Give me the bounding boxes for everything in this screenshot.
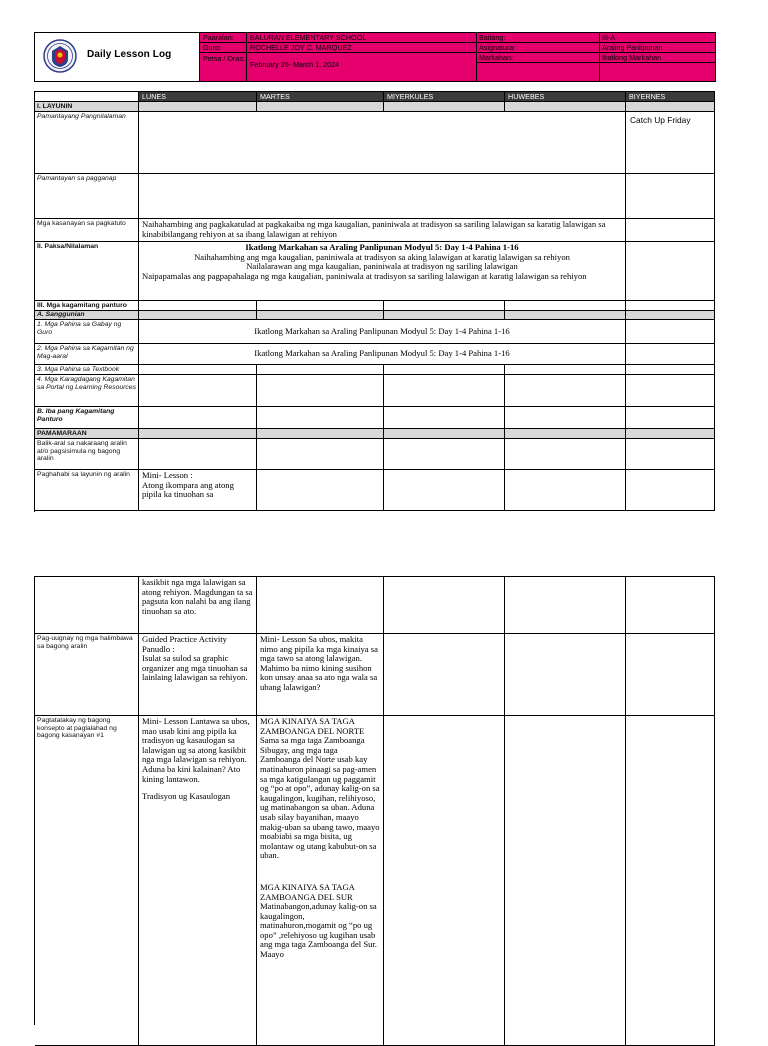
tradisyon-heading: Tradisyon ug Kasaulogan <box>142 791 231 802</box>
table-row <box>35 174 715 219</box>
table-row <box>35 407 715 429</box>
cell <box>257 470 384 511</box>
pamantayan-sa-pagganap-label: Pamantayan sa pagganap <box>35 174 139 219</box>
mini-lesson-martes: Mini- Lesson Sa ubos, makita nimo ang pipila ka mga kinaiya sa mga tawo sa atong lalawigan. Mahimo ba nimo kining susihon kon unsay anaa sa ato nga wala sa ubang lalawigan? <box>257 634 384 716</box>
lesson-table-2 <box>34 576 715 1025</box>
cell <box>257 407 384 429</box>
section-row-pamamaraan <box>35 429 715 439</box>
mini-lesson-lunes: Mini- Lesson Lantawa sa ubos, mao usab kini ang pipila ka tradisyon ug kasaulogan sa lalawigan ug sa atong kasikbit nga mga lalawigan sa rehiyon. Aduna ba kini kalainan? Ato kining lantawon. <box>142 716 250 784</box>
header-box <box>34 32 716 82</box>
cell <box>384 407 505 429</box>
cell <box>139 375 257 407</box>
cell <box>505 102 626 112</box>
cell <box>257 375 384 407</box>
cell <box>257 301 384 311</box>
kinaiya-norte-text: MGA KINAIYA SA TAGA ZAMBOANGA DEL NORTE Sama sa mga taga Zamboanga Sibugay, ang mga taga Zamboanga del Norte usab kay matinahuron pinaagi sa pag-amen sa mga katigulangan ug paggamit og “po at opo”, adunay kalig-on sa kaugalingon, kugihan, relihiyoso, ug matinabangon sa uban. Aduna usab silay bayanihan, maayo makig-uban sa ubang tawo, maayo moabiabi sa mga bisita, ug molantaw og utang kabubut-on sa uban. <box>260 716 380 861</box>
paksa-objective-2: Nailalarawan ang mga kaugalian, paniniwala at tradisyon ng sariling lalawigan <box>246 261 518 272</box>
page-title: Daily Lesson Log <box>87 49 172 60</box>
header-divider <box>599 33 600 81</box>
cell <box>626 470 715 511</box>
pag-uugnay-label: Pag-uugnay ng mga halimbawa sa bagong aralin <box>35 634 139 716</box>
table-row <box>35 470 715 511</box>
quarter-value: Ikatlong Markahan <box>602 54 662 62</box>
cell <box>626 439 715 470</box>
catch-up-friday: Catch Up Friday <box>626 112 715 174</box>
table-row <box>35 320 715 344</box>
subject-value: Araling Panlipunan <box>602 44 663 52</box>
header-divider <box>476 33 477 81</box>
guided-practice-text: Guided Practice Activity Panudlo : Isulat sa sulod sa graphic organizer ang mga tinuohan sa lainlaing lalawigan sa rehiyon. <box>139 634 257 716</box>
section-row-layunin <box>35 102 715 112</box>
cell <box>257 439 384 470</box>
cell <box>626 102 715 112</box>
cell <box>505 429 626 439</box>
school-value: BALURAN ELEMENTARY SCHOOL <box>250 34 367 42</box>
cell <box>626 634 715 716</box>
header-info <box>200 33 715 81</box>
kinaiya-cell <box>257 716 384 1046</box>
kasanayan-text: Naihahambing ang pagkakatulad at pagkakaiba ng mga kaugalian, paniniwala at tradisyon sa sariling lalawigan sa karatig lalawigan sa kinabibilangang rehiyon at sa ibang lalawigan at rehiyon <box>139 219 626 242</box>
kagamitan-mag-aaral-text: Ikatlong Markahan sa Araling Panlipunan Modyul 5: Day 1-4 Pahina 1-16 <box>139 344 626 365</box>
subject-label: Asignatura: <box>479 44 516 52</box>
quarter-label: Markahan: <box>479 54 513 62</box>
cell <box>384 301 505 311</box>
cell <box>626 301 715 311</box>
paghahabi-text: Mini- Lesson : Atong ikompara ang atong pipila ka tinuohan sa <box>139 470 257 511</box>
mini-lesson-lunes-cell <box>139 716 257 1046</box>
table-row <box>35 375 715 407</box>
cell <box>139 365 257 375</box>
pamamaraan-label: PAMAMARAAN <box>35 429 139 439</box>
cell <box>384 365 505 375</box>
cell <box>505 716 626 1046</box>
cell <box>384 716 505 1046</box>
cell <box>626 716 715 1046</box>
cell-merged <box>139 112 626 174</box>
cell <box>626 577 715 634</box>
kinaiya-sur-text: MGA KINAIYA SA TAGA ZAMBOANGA DEL SUR Matinabangon,adunay kalig-on sa kaugalingon, matinahuron,mogamit og “po ug opo” ,relehiyoso ug kugihan usab ang mga taga Zamboanga del Sur. Maayo <box>260 881 377 960</box>
day-header-huwebes: HUWEBES <box>505 92 626 102</box>
cell <box>626 407 715 429</box>
day-header-martes: MARTES <box>257 92 384 102</box>
cell <box>626 365 715 375</box>
table-row <box>35 242 715 301</box>
teacher-label: Guro: <box>203 44 221 52</box>
cell <box>505 407 626 429</box>
table-row <box>35 344 715 365</box>
grade-value: III-A <box>602 34 616 42</box>
cell <box>257 365 384 375</box>
cell <box>384 375 505 407</box>
cell <box>257 102 384 112</box>
header-divider <box>246 33 247 81</box>
cell <box>139 429 257 439</box>
kagamitan-label: III. Mga kagamitang panturo <box>35 301 139 311</box>
paghahabi-continued-text: kasikbit nga mga lalawigan sa atong rehiyon. Magdungan ta sa pagsuta kon nalahi ba ang ilang tinuohan sa ato. <box>139 577 257 634</box>
cell <box>384 439 505 470</box>
cell <box>384 470 505 511</box>
cell <box>626 242 715 301</box>
deped-seal-icon <box>43 39 77 73</box>
cell <box>139 439 257 470</box>
table-row <box>35 112 715 174</box>
cell <box>505 439 626 470</box>
cell <box>626 429 715 439</box>
cell <box>626 311 715 320</box>
school-label: Paaralan: <box>203 34 234 42</box>
cell <box>139 311 257 320</box>
cell <box>626 219 715 242</box>
cell <box>139 102 257 112</box>
grade-label: Baitang: <box>479 34 506 42</box>
cell <box>626 375 715 407</box>
cell <box>257 429 384 439</box>
cell <box>257 577 384 634</box>
table-row <box>35 311 715 320</box>
cell-merged <box>139 174 626 219</box>
sanggunian-label: A. Sanggunian <box>35 311 139 320</box>
paksa-objective-1: Naihahambing ang mga kaugalian, paniniwala at tradisyon sa aking lalawigan at karatig lalawigan sa rehiyon <box>194 251 570 262</box>
pagtalakay-label: Pagtatalakay ng bagong konsepto at paglalahad ng bagong kasanayan #1 <box>35 716 139 1046</box>
cell <box>384 634 505 716</box>
teacher-value: ROCHELLE JOY C. MARQUEZ <box>250 44 352 52</box>
header-rule <box>200 42 715 43</box>
cell <box>505 470 626 511</box>
section-row-kagamitan <box>35 301 715 311</box>
day-header-biyernes: BIYERNES <box>626 92 715 102</box>
paksa-objective-3: Naipapamalas ang pagpapahalaga ng mga kaugalian, paniniwala at tradisyon sa sariling lalawigan at karatig lalawigan sa rehiyon <box>142 270 587 281</box>
date-value: February 26- March 1, 2024 <box>250 61 340 69</box>
cell <box>384 102 505 112</box>
kasanayan-label: Mga kasanayan sa pagkatuto <box>35 219 139 242</box>
table-row <box>35 439 715 470</box>
day-header-row <box>35 92 715 102</box>
table-row <box>35 634 715 716</box>
cell <box>626 320 715 344</box>
cell <box>505 365 626 375</box>
cell <box>384 311 505 320</box>
textbook-label: 3. Mga Pahina sa Textbook <box>35 365 139 375</box>
date-label: Petsa / Oras: <box>203 55 245 63</box>
balik-aral-label: Balik-aral sa nakaraang aralin at/o pagsisimula ng bagong aralin <box>35 439 139 470</box>
table-row <box>35 577 715 634</box>
table-row <box>35 716 715 1046</box>
paghahabi-label: Paghahabi sa layunin ng aralin <box>35 470 139 511</box>
cell <box>626 344 715 365</box>
lesson-table-1 <box>34 91 715 512</box>
kagamitan-mag-aaral-label: 2. Mga Pahina sa Kagamitan ng Mag-aaral <box>35 344 139 365</box>
paksa-label: II. Paksa/Nilalaman <box>35 242 139 301</box>
header-left <box>35 33 200 81</box>
cell <box>505 577 626 634</box>
table-row <box>35 365 715 375</box>
header-rule <box>200 52 715 53</box>
paksa-cell <box>139 242 626 301</box>
header-rule <box>476 62 715 63</box>
cell <box>626 174 715 219</box>
pamantayang-pangnilalaman-label: Pamantayang Pangnilalaman <box>35 112 139 174</box>
layunin-label: I. LAYUNIN <box>35 102 139 112</box>
gabay-label: 1. Mga Pahina sa Gabay ng Guro <box>35 320 139 344</box>
table-row <box>35 219 715 242</box>
cell <box>384 577 505 634</box>
cell <box>139 301 257 311</box>
cell <box>505 375 626 407</box>
karagdagang-label: 4. Mga Karagdagang Kagamitan sa Portal ng Learning Resources <box>35 375 139 407</box>
paksa-title: Ikatlong Markahan sa Araling Panlipunan Modyul 5: Day 1-4 Pahina 1-16 <box>245 242 519 252</box>
day-header-miyerkules: MIYERKULES <box>384 92 505 102</box>
day-header-lunes: LUNES <box>139 92 257 102</box>
cell <box>257 311 384 320</box>
day-header-blank <box>35 92 139 102</box>
cell <box>35 577 139 634</box>
gabay-text: Ikatlong Markahan sa Araling Panlipunan Modyul 5: Day 1-4 Pahina 1-16 <box>139 320 626 344</box>
cell <box>505 311 626 320</box>
cell <box>505 301 626 311</box>
iba-pang-label: B. Iba pang Kagamitang Panturo <box>35 407 139 429</box>
cell <box>505 634 626 716</box>
cell <box>139 407 257 429</box>
cell <box>384 429 505 439</box>
